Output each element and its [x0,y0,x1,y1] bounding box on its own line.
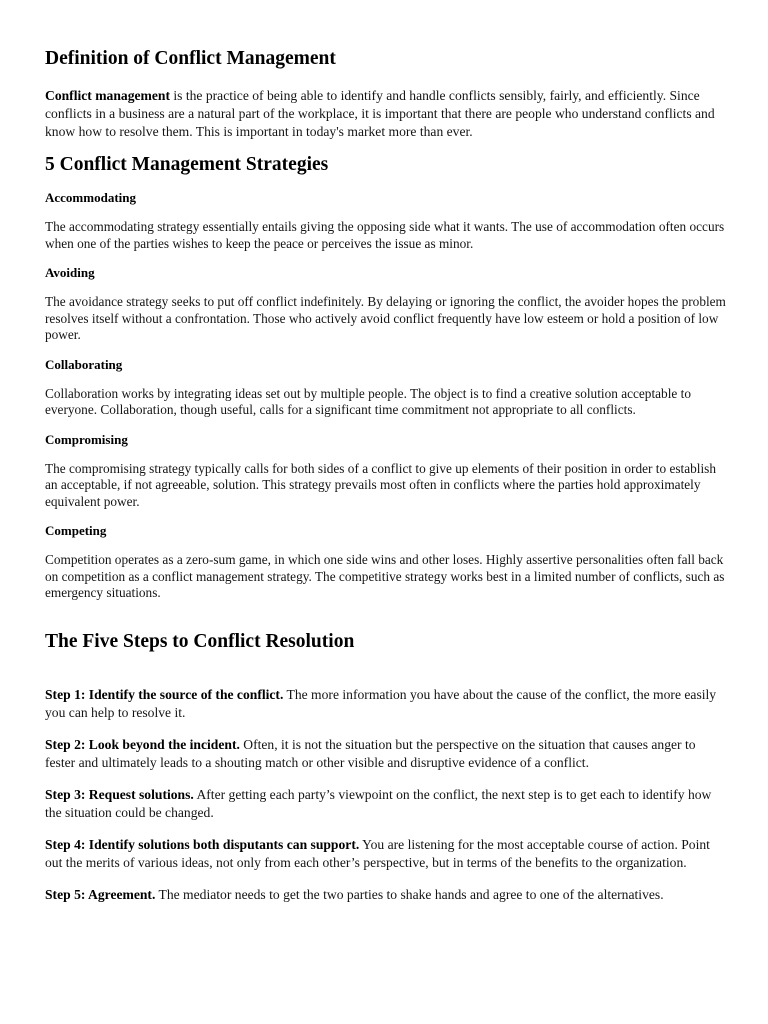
step-text-3: After getting each party’s viewpoint on the conflict, the next step is to get each to identify how the situation could be changed. [45,786,712,820]
step-lead-2: Step 2: Look beyond the incident. [45,736,240,752]
step-text-4: You are listening for the most acceptable course of action. Point out the merits of various ideas, not only from each other’s perspective, but in terms of the benefits to the organization. [45,836,710,870]
strategy-title-accommodating: Accommodating [45,190,136,205]
strategy-text-avoiding: The avoidance strategy seeks to put off conflict indefinitely. By delaying or ignoring the conflict, the avoider hopes the problem resolves itself without a confrontation. Those who actively avoid conflict frequently have low esteem or hold a position of low power. [45,294,726,342]
strategy-title-competing: Competing [45,523,107,538]
strategy-title-compromising: Compromising [45,431,128,447]
strategy-text-compromising: The compromising strategy typically calls for both sides of a conflict to give up elements of their position in order to establish an acceptable, if not agreeable, solution. This strategy prevails most often in conflicts where the parties hold approximately equivalent power. [45,460,716,509]
step-lead-4: Step 4: Identify solutions both disputants can support. [45,836,360,852]
definition-paragraph [45,87,727,141]
step-text-5: The mediator needs to get the two parties to shake hands and agree to one of the alternatives. [155,886,664,902]
step-lead-1: Step 1: Identify the source of the conflict. [45,686,284,702]
step-text-1: The more information you have about the cause of the conflict, the more easily you can help to resolve it. [45,686,717,720]
steps-heading: The Five Steps to Conflict Resolution [45,630,355,652]
strategy-text-collaborating: Collaboration works by integrating ideas set out by multiple people. The object is to find a creative solution acceptable to everyone. Collaboration, though useful, calls for a significant time commitment not appropriate to all conflicts. [45,385,691,417]
strategies-heading: 5 Conflict Management Strategies [45,154,329,175]
definition-term: Conflict management [45,88,170,103]
document-page [45,0,727,904]
step-lead-3: Step 3: Request solutions. [45,786,194,802]
step-paragraph-5 [45,886,727,904]
step-paragraph-3 [45,786,727,822]
step-paragraph-4 [45,836,727,872]
step-paragraph-1 [45,686,727,722]
step-paragraph-2 [45,736,727,772]
strategy-title-collaborating: Collaborating [45,356,123,372]
strategy-text-accommodating: The accommodating strategy essentially entails giving the opposing side what it wants. The use of accommodation often occurs when one of the parties wishes to keep the peace or perceives the issue as minor. [45,219,725,251]
step-text-2: Often, it is not the situation but the perspective on the situation that causes anger to fester and ultimately leads to a shouting match or other visible and disruptive evidence of a conflict. [45,736,696,770]
definition-heading: Definition of Conflict Management [45,48,336,69]
definition-text: is the practice of being able to identify and handle conflicts sensibly, fairly, and efficiently. Since conflicts in a business are a natural part of the workplace, it is important that there are people who understand conflicts and know how to resolve them. This is important in today's market more than ever. [45,88,715,139]
strategy-text-competing: Competition operates as a zero-sum game, in which one side wins and other loses. Highly assertive personalities often fall back on competition as a conflict management strategy. The competitive strategy works best in a limited number of conflicts, such as emergency situations. [45,552,725,600]
step-lead-5: Step 5: Agreement. [45,886,156,902]
strategy-title-avoiding: Avoiding [45,265,95,280]
